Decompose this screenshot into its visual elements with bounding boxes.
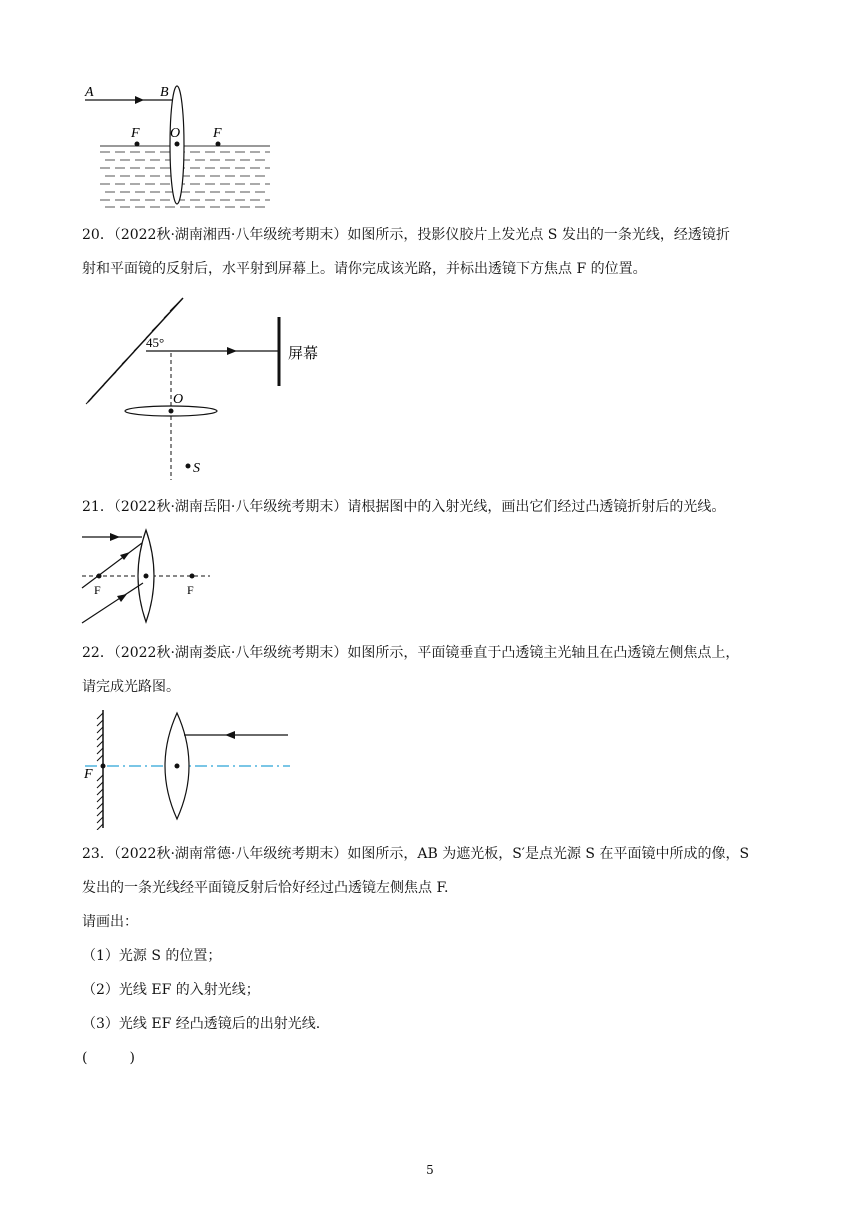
figure-projector <box>80 290 350 485</box>
answer-blank[interactable]: ( ) <box>82 1050 135 1066</box>
label-b: B <box>160 85 169 100</box>
label-f: F <box>84 767 93 782</box>
question-22 <box>82 636 782 704</box>
question-23-line3: 请画出： <box>82 914 138 930</box>
question-21 <box>82 490 782 524</box>
question-21-line1: 21．（2022秋·湖南岳阳·八年级统考期末）请根据图中的入射光线，画出它们经过凸透镜折射后的光线。 <box>82 499 726 515</box>
question-23-item2: （2）光线 EF 的入射光线； <box>82 982 260 998</box>
label-o: O <box>170 126 181 141</box>
page-number: 5 <box>426 1163 434 1177</box>
screen-label: 屏幕 <box>288 346 319 362</box>
question-20 <box>82 218 782 286</box>
question-20-line2: 射和平面镜的反射后，水平射到屏幕上。请你完成该光路，并标出透镜下方焦点 F 的位置。 <box>82 261 647 277</box>
figure-convex-lens-rays <box>80 528 220 626</box>
figure-lens-water <box>80 80 280 210</box>
question-20-line1: 20．（2022秋·湖南湘西·八年级统考期末）如图所示，投影仪胶片上发光点 S 发出的一条光线，经透镜折 <box>82 227 730 243</box>
question-23-line1: 23．（2022秋·湖南常德·八年级统考期末）如图所示，AB 为遮光板，S′是点光源 S 在平面镜中所成的像，S <box>82 846 750 862</box>
label-a: A <box>85 85 94 100</box>
question-22-line2: 请完成光路图。 <box>82 679 180 695</box>
figure-mirror-lens <box>80 705 295 830</box>
label-f-right: F <box>187 583 194 597</box>
question-22-line1: 22．（2022秋·湖南娄底·八年级统考期末）如图所示，平面镜垂直于凸透镜主光轴且在凸透镜左侧焦点上， <box>82 645 740 661</box>
label-o: O <box>173 392 184 407</box>
question-23-item1: （1）光源 S 的位置； <box>82 948 222 964</box>
label-s: S <box>193 461 200 476</box>
label-f-right: F <box>213 126 222 141</box>
label-f-left: F <box>131 126 140 141</box>
question-23-line2: 发出的一条光线经平面镜反射后恰好经过凸透镜左侧焦点 F. <box>82 880 449 896</box>
question-23-item3: （3）光线 EF 经凸透镜后的出射光线. <box>82 1016 321 1032</box>
angle-label: 45° <box>146 335 165 350</box>
label-f-left: F <box>94 583 101 597</box>
question-23 <box>82 837 782 1075</box>
